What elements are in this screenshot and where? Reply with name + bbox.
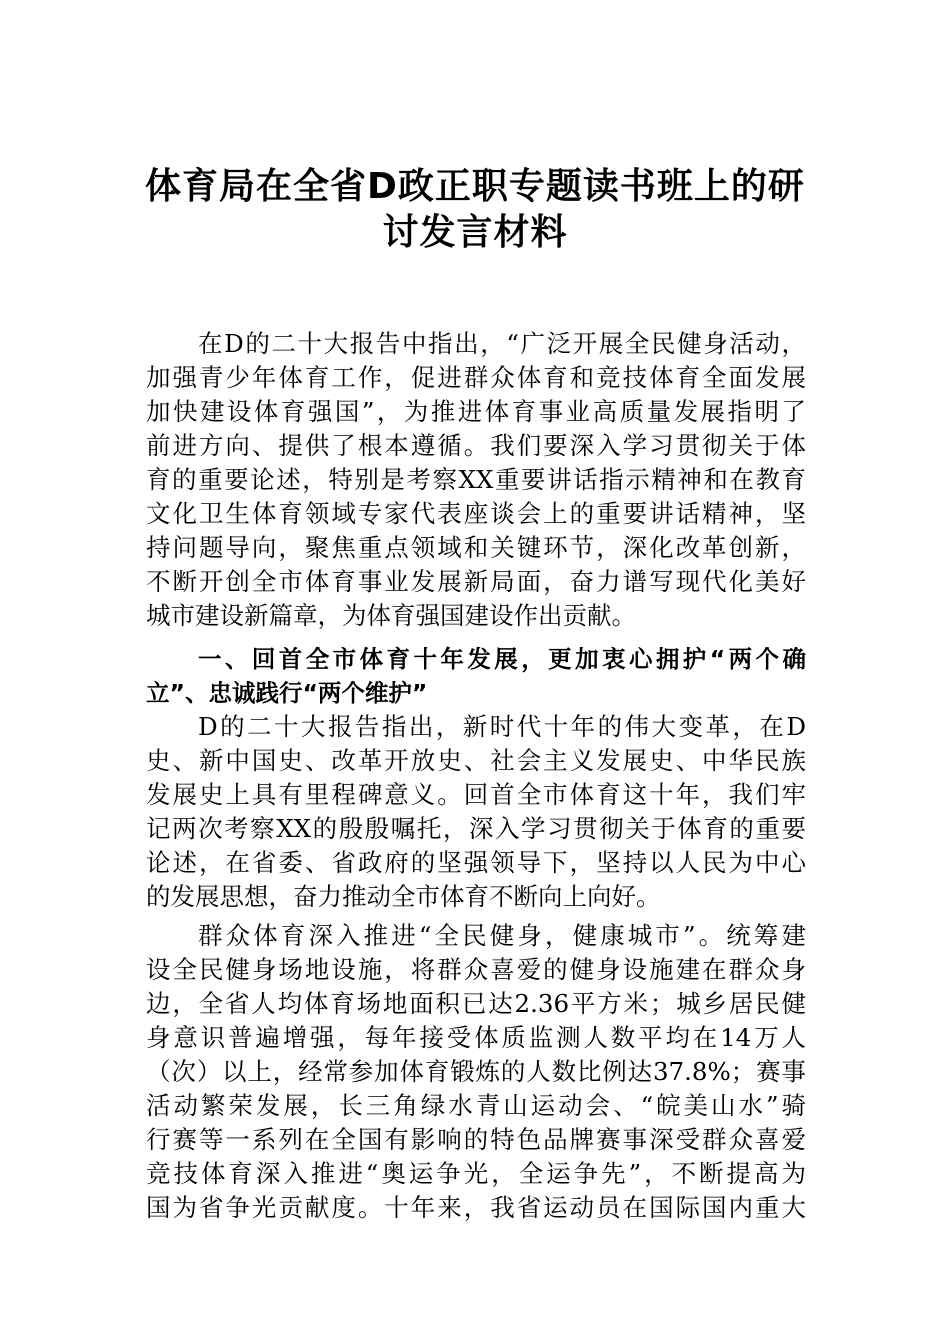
paragraph-line: 身意识普遍增强，每年接受体质监测人数平均在14万人 — [146, 1023, 806, 1052]
paragraph-line: 前进方向、提供了根本遵循。我们要深入学习贯彻关于体 — [146, 431, 806, 460]
section-heading-line: 立”、忠诚践行“两个维护” — [146, 679, 428, 707]
paragraph-line: 设全民健身场地设施，将群众喜爱的健身设施建在群众身 — [146, 955, 806, 984]
paragraph-line: （次）以上，经常参加体育锻炼的人数比例达37.8%；赛事 — [146, 1057, 806, 1086]
paragraph-line: 史、新中国史、改革开放史、社会主义发展史、中华民族 — [146, 746, 806, 775]
paragraph-line: 活动繁荣发展，长三角绿水青山运动会、“皖美山水”骑 — [146, 1091, 806, 1120]
paragraph-line: 的发展思想，奋力推动全市体育不断向上向好。 — [146, 882, 661, 911]
paragraph-line: D的二十大报告指出，新时代十年的伟大变革，在D — [198, 712, 806, 741]
paragraph-line: 记两次考察XX的殷殷嘱托，深入学习贯彻关于体育的重要 — [146, 814, 806, 843]
section-heading-line: 一、回首全市体育十年发展，更加衷心拥护“两个确 — [198, 645, 806, 673]
document-title-line-1: 体育局在全省D政正职专题读书班上的研 — [145, 166, 805, 207]
paragraph-line: 育的重要论述，特别是考察XX重要讲话指示精神和在教育 — [146, 465, 806, 494]
document-title-line-2: 讨发言材料 — [382, 212, 568, 253]
paragraph-line: 文化卫生体育领域专家代表座谈会上的重要讲话精神，坚 — [146, 499, 806, 528]
paragraph-line: 在D的二十大报告中指出，“广泛开展全民健身活动， — [198, 329, 806, 358]
paragraph-line: 加强青少年体育工作，促进群众体育和竞技体育全面发展 — [146, 363, 806, 392]
paragraph-line: 竞技体育深入推进“奥运争光，全运争先”，不断提高为 — [146, 1159, 806, 1188]
paragraph-line: 发展史上具有里程碑意义。回首全市体育这十年，我们牢 — [146, 780, 806, 809]
paragraph-line: 论述，在省委、省政府的坚强领导下，坚持以人民为中心 — [146, 848, 806, 877]
paragraph-line: 边，全省人均体育场地面积已达2.36平方米；城乡居民健 — [146, 989, 806, 1018]
paragraph-line: 国为省争光贡献度。十年来，我省运动员在国际国内重大 — [146, 1193, 806, 1222]
paragraph-line: 行赛等一系列在全国有影响的特色品牌赛事深受群众喜爱 — [146, 1125, 806, 1154]
paragraph-line: 城市建设新篇章，为体育强国建设作出贡献。 — [146, 601, 636, 630]
paragraph-line: 不断开创全市体育事业发展新局面，奋力谱写现代化美好 — [146, 567, 806, 596]
paragraph-line: 持问题导向，聚焦重点领域和关键环节，深化改革创新， — [146, 533, 806, 562]
paragraph-line: 群众体育深入推进“全民健身，健康城市”。统筹建 — [198, 921, 806, 950]
paragraph-line: 加快建设体育强国”，为推进体育事业高质量发展指明了 — [146, 397, 806, 426]
